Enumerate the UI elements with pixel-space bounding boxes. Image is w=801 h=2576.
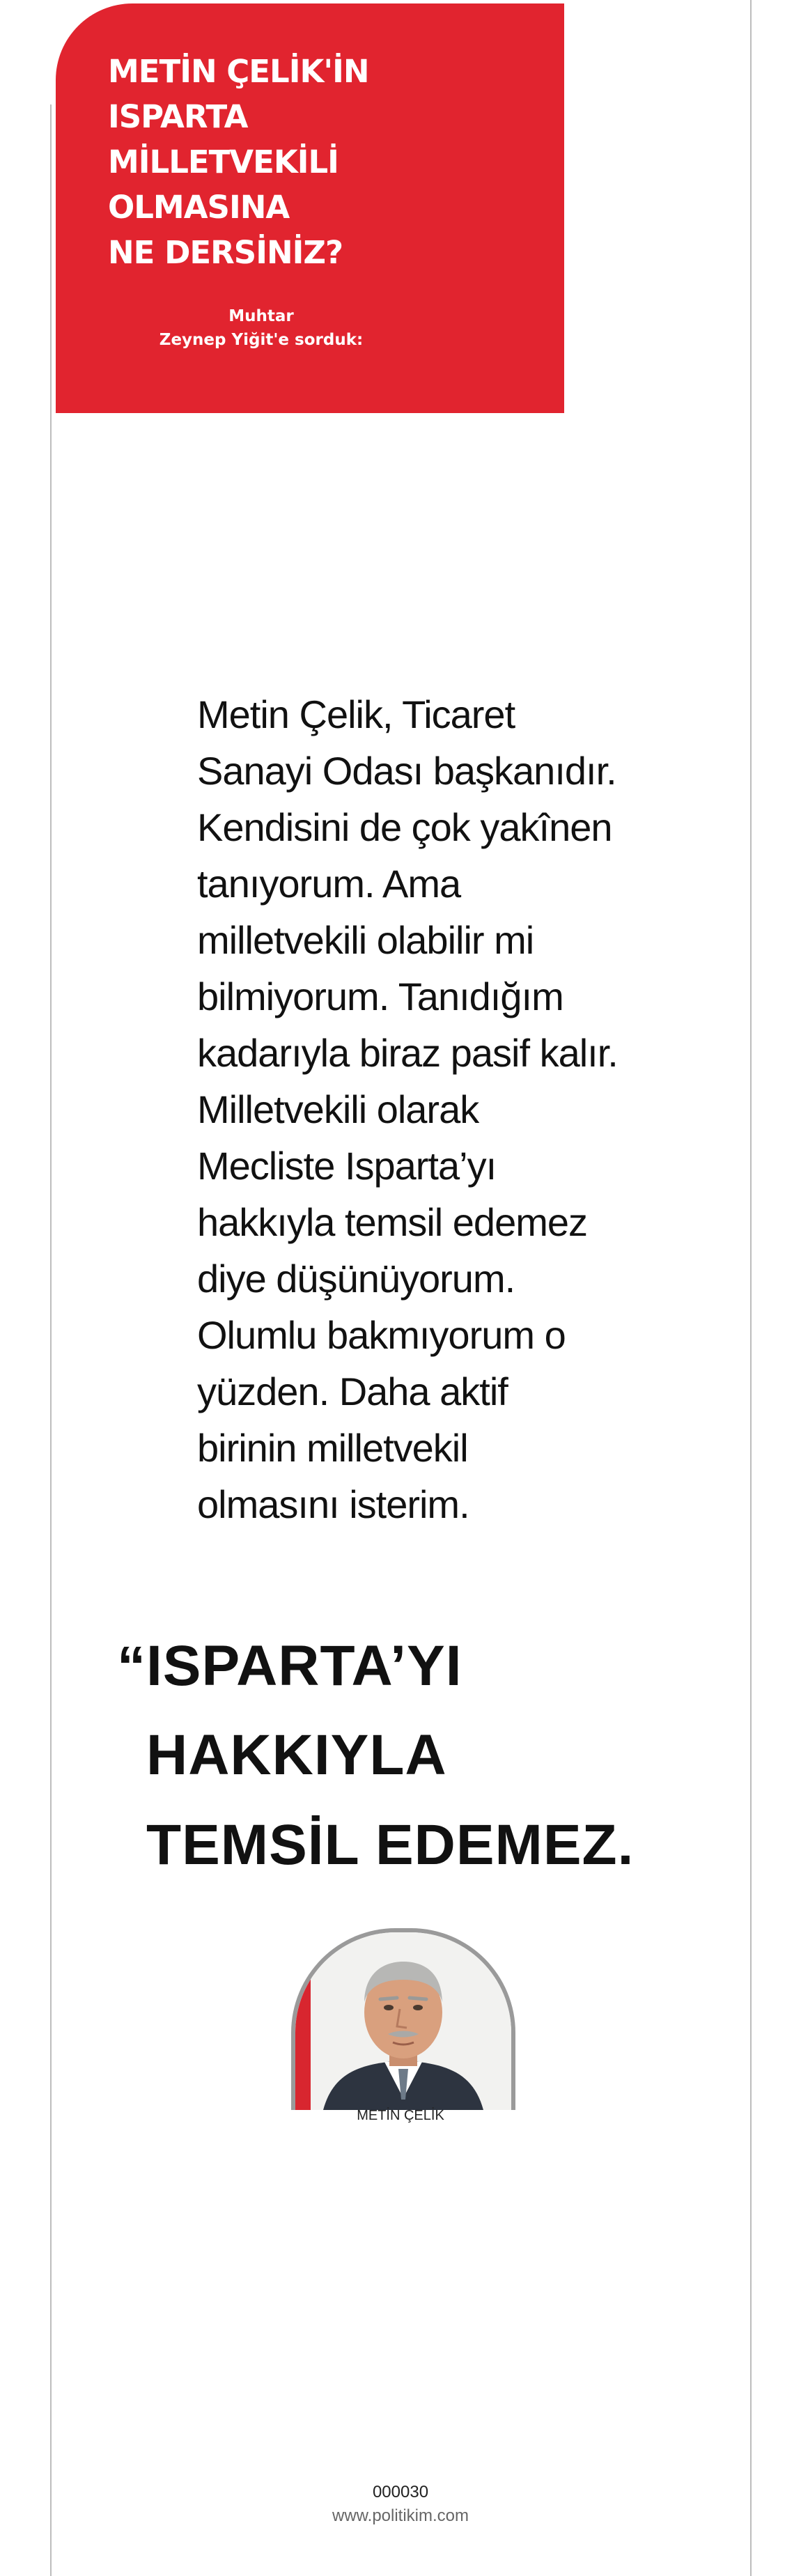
headline-line: TEMSİL EDEMEZ. bbox=[146, 1813, 635, 1877]
right-rule bbox=[750, 0, 752, 2576]
banner-title-line: NE DERSİNİZ? bbox=[108, 234, 343, 271]
headline-line: ISPARTA’YI bbox=[146, 1634, 462, 1698]
footer-url: www.politikim.com bbox=[332, 2506, 469, 2525]
left-rule bbox=[50, 104, 52, 2576]
answer-line: Metin Çelik, Ticaret bbox=[197, 692, 515, 736]
answer-line: Sanayi Odası başkanıdır. bbox=[197, 749, 616, 793]
answer-line: Olumlu bakmıyorum o bbox=[197, 1313, 566, 1357]
answer-line: tanıyorum. Ama bbox=[197, 862, 461, 906]
answer-line: birinin milletvekil bbox=[197, 1426, 468, 1470]
answer-line: milletvekili olabilir mi bbox=[197, 918, 534, 962]
banner-title-line: METİN ÇELİK'İN bbox=[108, 53, 369, 90]
answer-line: diye düşünüyorum. bbox=[197, 1257, 515, 1301]
answer-line: Milletvekili olarak bbox=[197, 1087, 479, 1131]
banner-title-line: ISPARTA MİLLETVEKİLİ bbox=[108, 98, 339, 180]
answer-line: hakkıyla temsil edemez bbox=[197, 1200, 588, 1244]
banner-subtitle-line: Muhtar bbox=[228, 307, 294, 325]
banner-subtitle bbox=[104, 304, 418, 352]
answer-text bbox=[197, 686, 685, 1533]
portrait-illustration bbox=[295, 1932, 511, 2110]
banner-subtitle-line: Zeynep Yiğit'e sorduk: bbox=[159, 331, 364, 349]
answer-line: Kendisini de çok yakînen bbox=[197, 805, 612, 849]
portrait-photo bbox=[291, 1928, 515, 2110]
answer-line: kadarıyla biraz pasif kalır. bbox=[197, 1031, 618, 1075]
page-code: 000030 bbox=[372, 2483, 429, 2501]
answer-line: Mecliste Isparta’yı bbox=[197, 1144, 497, 1188]
answer-line: olmasını isterim. bbox=[197, 1482, 469, 1526]
portrait-caption: METİN ÇELİK bbox=[357, 2108, 444, 2123]
answer-line: yüzden. Daha aktif bbox=[197, 1370, 508, 1413]
headline-line: HAKKIYLA bbox=[146, 1723, 447, 1787]
quote-mark: “ bbox=[117, 1635, 146, 1698]
pull-quote-headline bbox=[146, 1634, 745, 1902]
answer-line: bilmiyorum. Tanıdığım bbox=[197, 975, 563, 1018]
banner-title bbox=[108, 49, 484, 275]
banner-title-line: OLMASINA bbox=[108, 189, 290, 226]
